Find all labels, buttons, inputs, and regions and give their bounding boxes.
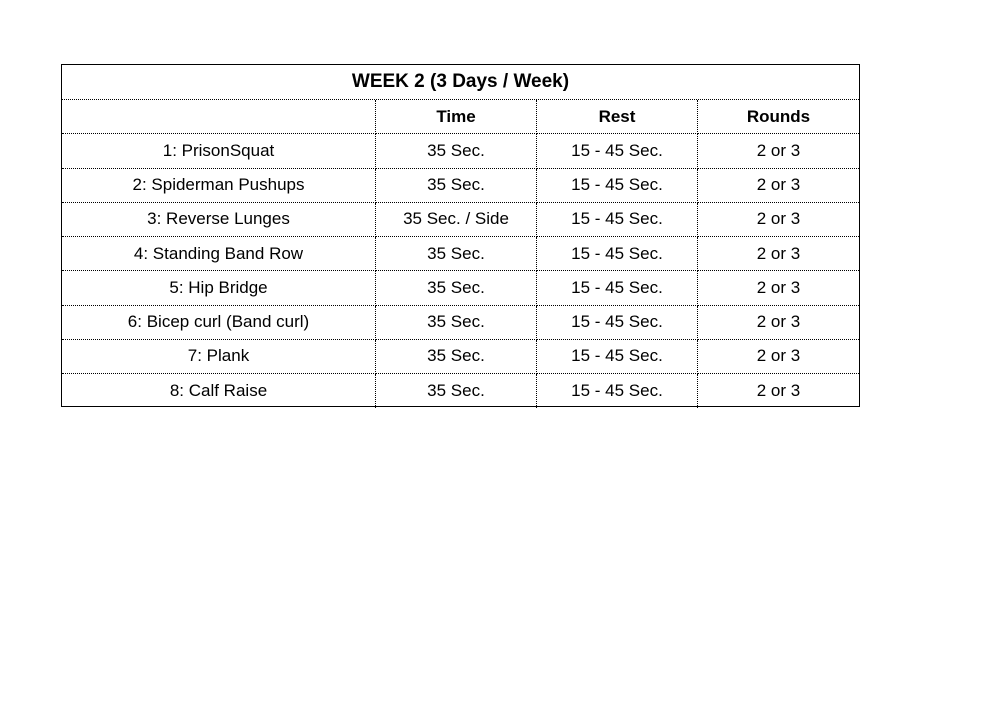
rest-cell: 15 - 45 Sec. (537, 237, 698, 271)
rounds-cell: 2 or 3 (698, 134, 859, 168)
rest-cell: 15 - 45 Sec. (537, 271, 698, 305)
rounds-cell: 2 or 3 (756, 381, 801, 401)
exercise-cell: 2: Spiderman Pushups (62, 169, 376, 203)
time-cell: 35 Sec. (376, 237, 537, 271)
rest-cell: 15 - 45 Sec. (537, 203, 698, 237)
workout-table (61, 64, 860, 407)
rounds-cell: 2 or 3 (698, 340, 859, 374)
header-exercise (62, 100, 376, 134)
time-cell: 35 Sec. (376, 374, 537, 408)
time-cell: 35 Sec. (376, 271, 537, 305)
header-rest: Rest (537, 100, 698, 134)
rounds-cell: 2 or 3 (698, 237, 859, 271)
header-rounds: Rounds (698, 100, 859, 134)
table-title: WEEK 2 (3 Days / Week) (62, 65, 859, 100)
rest-cell: 15 - 45 Sec. (537, 340, 698, 374)
rest-cell: 15 - 45 Sec. (537, 169, 698, 203)
table-grid (62, 100, 859, 408)
header-time: Time (376, 100, 537, 134)
exercise-cell: 3: Reverse Lunges (62, 203, 376, 237)
exercise-cell: 6: Bicep curl (Band curl) (62, 306, 376, 340)
exercise-cell: 7: Plank (62, 340, 376, 374)
exercise-cell: 4: Standing Band Row (62, 237, 376, 271)
time-cell: 35 Sec. (376, 306, 537, 340)
time-cell: 35 Sec. (376, 340, 537, 374)
exercise-cell: 5: Hip Bridge (62, 271, 376, 305)
rounds-cell: 2 or 3 (698, 306, 859, 340)
rounds-cell: 2 or 3 (698, 203, 859, 237)
rest-cell: 15 - 45 Sec. (537, 374, 698, 408)
rest-cell: 15 - 45 Sec. (537, 306, 698, 340)
time-cell: 35 Sec. (376, 134, 537, 168)
rounds-cell: 2 or 3 (698, 169, 859, 203)
exercise-cell: 1: PrisonSquat (62, 134, 376, 168)
rounds-cell: 2 or 3 (698, 271, 859, 305)
time-cell: 35 Sec. (376, 169, 537, 203)
time-cell: 35 Sec. / Side (376, 203, 537, 237)
rest-cell: 15 - 45 Sec. (537, 134, 698, 168)
exercise-cell: 8: Calf Raise (62, 374, 376, 408)
